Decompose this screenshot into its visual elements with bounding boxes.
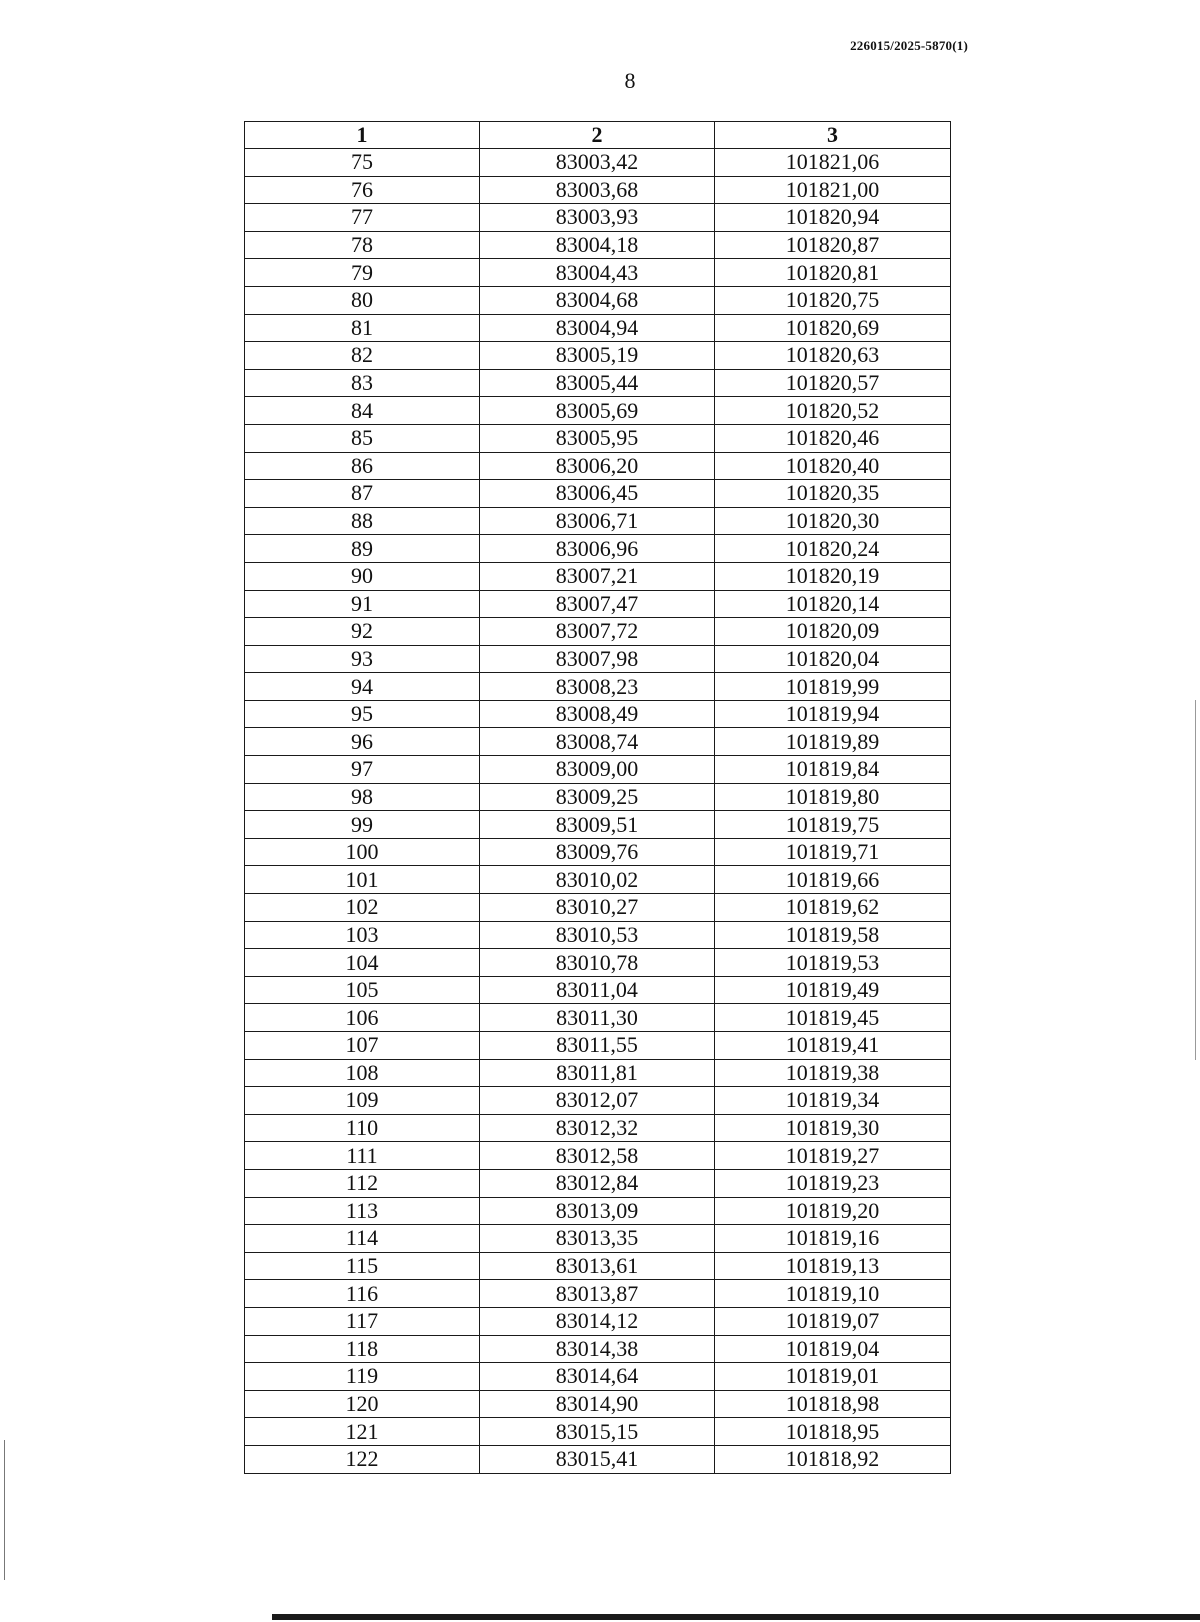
point-number-cell: 102 (245, 894, 480, 922)
x-coordinate-cell: 83006,20 (480, 452, 715, 480)
point-number-cell: 122 (245, 1445, 480, 1473)
page-number: 8 (624, 68, 636, 93)
table-row (245, 1059, 951, 1087)
x-coordinate-cell: 83003,93 (480, 204, 715, 232)
point-number-cell: 119 (245, 1363, 480, 1391)
point-number-cell: 84 (245, 397, 480, 425)
x-coordinate-cell: 83005,95 (480, 424, 715, 452)
y-coordinate-cell: 101819,30 (715, 1114, 951, 1142)
y-coordinate-cell: 101819,62 (715, 894, 951, 922)
y-coordinate-cell: 101820,46 (715, 424, 951, 452)
y-coordinate-cell: 101820,75 (715, 286, 951, 314)
y-coordinate-cell: 101819,01 (715, 1363, 951, 1391)
table-row (245, 1004, 951, 1032)
table-row (245, 149, 951, 177)
point-number-cell: 88 (245, 507, 480, 535)
point-number-cell: 96 (245, 728, 480, 756)
x-coordinate-cell: 83009,25 (480, 783, 715, 811)
x-coordinate-cell: 83013,09 (480, 1197, 715, 1225)
y-coordinate-cell: 101819,16 (715, 1225, 951, 1253)
point-number-cell: 79 (245, 259, 480, 287)
table-row (245, 535, 951, 563)
column-header-1: 1 (245, 122, 480, 149)
x-coordinate-cell: 83015,15 (480, 1418, 715, 1446)
point-number-cell: 87 (245, 480, 480, 508)
point-number-cell: 86 (245, 452, 480, 480)
document-reference-number: 226015/2025-5870(1) (850, 38, 968, 53)
x-coordinate-cell: 83004,94 (480, 314, 715, 342)
table-row (245, 838, 951, 866)
table-row (245, 866, 951, 894)
table-row (245, 1032, 951, 1060)
x-coordinate-cell: 83010,78 (480, 949, 715, 977)
point-number-cell: 112 (245, 1169, 480, 1197)
y-coordinate-cell: 101820,57 (715, 369, 951, 397)
y-coordinate-cell: 101818,95 (715, 1418, 951, 1446)
y-coordinate-cell: 101820,09 (715, 618, 951, 646)
y-coordinate-cell: 101818,98 (715, 1390, 951, 1418)
point-number-cell: 78 (245, 231, 480, 259)
x-coordinate-cell: 83004,43 (480, 259, 715, 287)
x-coordinate-cell: 83011,30 (480, 1004, 715, 1032)
point-number-cell: 116 (245, 1280, 480, 1308)
y-coordinate-cell: 101820,19 (715, 562, 951, 590)
table-row (245, 1390, 951, 1418)
point-number-cell: 104 (245, 949, 480, 977)
y-coordinate-cell: 101820,87 (715, 231, 951, 259)
table-row (245, 1418, 951, 1446)
table-row (245, 618, 951, 646)
table-row (245, 369, 951, 397)
y-coordinate-cell: 101819,75 (715, 811, 951, 839)
y-coordinate-cell: 101819,53 (715, 949, 951, 977)
table-row (245, 231, 951, 259)
table-row (245, 756, 951, 784)
point-number-cell: 80 (245, 286, 480, 314)
y-coordinate-cell: 101819,89 (715, 728, 951, 756)
point-number-cell: 82 (245, 342, 480, 370)
point-number-cell: 103 (245, 921, 480, 949)
scan-edge-mark-left (4, 1440, 5, 1580)
point-number-cell: 76 (245, 176, 480, 204)
point-number-cell: 108 (245, 1059, 480, 1087)
x-coordinate-cell: 83004,68 (480, 286, 715, 314)
x-coordinate-cell: 83011,55 (480, 1032, 715, 1060)
x-coordinate-cell: 83004,18 (480, 231, 715, 259)
table-row (245, 286, 951, 314)
y-coordinate-cell: 101820,69 (715, 314, 951, 342)
y-coordinate-cell: 101819,66 (715, 866, 951, 894)
table-row (245, 507, 951, 535)
y-coordinate-cell: 101819,04 (715, 1335, 951, 1363)
point-number-cell: 105 (245, 976, 480, 1004)
point-number-cell: 91 (245, 590, 480, 618)
table-row (245, 976, 951, 1004)
table-row (245, 314, 951, 342)
x-coordinate-cell: 83007,72 (480, 618, 715, 646)
table-row (245, 342, 951, 370)
y-coordinate-cell: 101819,58 (715, 921, 951, 949)
y-coordinate-cell: 101821,00 (715, 176, 951, 204)
y-coordinate-cell: 101820,24 (715, 535, 951, 563)
x-coordinate-cell: 83012,84 (480, 1169, 715, 1197)
y-coordinate-cell: 101819,10 (715, 1280, 951, 1308)
x-coordinate-cell: 83014,38 (480, 1335, 715, 1363)
point-number-cell: 106 (245, 1004, 480, 1032)
y-coordinate-cell: 101819,20 (715, 1197, 951, 1225)
x-coordinate-cell: 83012,07 (480, 1087, 715, 1115)
x-coordinate-cell: 83008,49 (480, 700, 715, 728)
y-coordinate-cell: 101819,38 (715, 1059, 951, 1087)
table-row (245, 894, 951, 922)
x-coordinate-cell: 83008,74 (480, 728, 715, 756)
x-coordinate-cell: 83014,12 (480, 1307, 715, 1335)
point-number-cell: 92 (245, 618, 480, 646)
y-coordinate-cell: 101819,94 (715, 700, 951, 728)
y-coordinate-cell: 101820,30 (715, 507, 951, 535)
x-coordinate-cell: 83009,00 (480, 756, 715, 784)
y-coordinate-cell: 101819,45 (715, 1004, 951, 1032)
table-row (245, 700, 951, 728)
y-coordinate-cell: 101818,92 (715, 1445, 951, 1473)
table-body (245, 149, 951, 1474)
x-coordinate-cell: 83010,27 (480, 894, 715, 922)
point-number-cell: 111 (245, 1142, 480, 1170)
point-number-cell: 99 (245, 811, 480, 839)
x-coordinate-cell: 83010,53 (480, 921, 715, 949)
y-coordinate-cell: 101819,13 (715, 1252, 951, 1280)
x-coordinate-cell: 83014,90 (480, 1390, 715, 1418)
table-row (245, 1363, 951, 1391)
point-number-cell: 113 (245, 1197, 480, 1225)
x-coordinate-cell: 83006,71 (480, 507, 715, 535)
scan-edge-mark-right (1195, 700, 1196, 1060)
point-number-cell: 77 (245, 204, 480, 232)
point-number-cell: 114 (245, 1225, 480, 1253)
x-coordinate-cell: 83013,87 (480, 1280, 715, 1308)
x-coordinate-cell: 83014,64 (480, 1363, 715, 1391)
table-row (245, 921, 951, 949)
y-coordinate-cell: 101819,99 (715, 673, 951, 701)
table-row (245, 562, 951, 590)
x-coordinate-cell: 83011,04 (480, 976, 715, 1004)
y-coordinate-cell: 101819,41 (715, 1032, 951, 1060)
x-coordinate-cell: 83006,96 (480, 535, 715, 563)
table-row (245, 424, 951, 452)
point-number-cell: 117 (245, 1307, 480, 1335)
x-coordinate-cell: 83009,76 (480, 838, 715, 866)
point-number-cell: 83 (245, 369, 480, 397)
point-number-cell: 100 (245, 838, 480, 866)
table-row (245, 949, 951, 977)
table-row (245, 480, 951, 508)
point-number-cell: 101 (245, 866, 480, 894)
y-coordinate-cell: 101819,23 (715, 1169, 951, 1197)
point-number-cell: 118 (245, 1335, 480, 1363)
point-number-cell: 75 (245, 149, 480, 177)
column-header-3: 3 (715, 122, 951, 149)
scan-bottom-rule (272, 1614, 1200, 1620)
table-row (245, 645, 951, 673)
table-row (245, 1280, 951, 1308)
y-coordinate-cell: 101820,04 (715, 645, 951, 673)
point-number-cell: 107 (245, 1032, 480, 1060)
table-row (245, 452, 951, 480)
x-coordinate-cell: 83007,47 (480, 590, 715, 618)
point-number-cell: 120 (245, 1390, 480, 1418)
table-row (245, 176, 951, 204)
table-row (245, 1335, 951, 1363)
x-coordinate-cell: 83013,35 (480, 1225, 715, 1253)
x-coordinate-cell: 83005,19 (480, 342, 715, 370)
table-row (245, 1114, 951, 1142)
point-number-cell: 85 (245, 424, 480, 452)
table-row (245, 397, 951, 425)
point-number-cell: 115 (245, 1252, 480, 1280)
y-coordinate-cell: 101819,27 (715, 1142, 951, 1170)
table-row (245, 1142, 951, 1170)
point-number-cell: 98 (245, 783, 480, 811)
x-coordinate-cell: 83012,32 (480, 1114, 715, 1142)
table-row (245, 1445, 951, 1473)
x-coordinate-cell: 83007,21 (480, 562, 715, 590)
y-coordinate-cell: 101820,63 (715, 342, 951, 370)
point-number-cell: 94 (245, 673, 480, 701)
y-coordinate-cell: 101819,34 (715, 1087, 951, 1115)
y-coordinate-cell: 101820,35 (715, 480, 951, 508)
table-row (245, 1197, 951, 1225)
y-coordinate-cell: 101820,14 (715, 590, 951, 618)
y-coordinate-cell: 101819,84 (715, 756, 951, 784)
table-row (245, 783, 951, 811)
column-header-2: 2 (480, 122, 715, 149)
y-coordinate-cell: 101820,81 (715, 259, 951, 287)
coordinates-table (244, 121, 951, 1474)
table-row (245, 1307, 951, 1335)
table-row (245, 1225, 951, 1253)
x-coordinate-cell: 83015,41 (480, 1445, 715, 1473)
y-coordinate-cell: 101819,49 (715, 976, 951, 1004)
x-coordinate-cell: 83005,69 (480, 397, 715, 425)
y-coordinate-cell: 101820,40 (715, 452, 951, 480)
x-coordinate-cell: 83011,81 (480, 1059, 715, 1087)
y-coordinate-cell: 101819,71 (715, 838, 951, 866)
point-number-cell: 93 (245, 645, 480, 673)
y-coordinate-cell: 101819,80 (715, 783, 951, 811)
point-number-cell: 121 (245, 1418, 480, 1446)
x-coordinate-cell: 83003,42 (480, 149, 715, 177)
table-row (245, 728, 951, 756)
y-coordinate-cell: 101819,07 (715, 1307, 951, 1335)
y-coordinate-cell: 101821,06 (715, 149, 951, 177)
point-number-cell: 81 (245, 314, 480, 342)
x-coordinate-cell: 83006,45 (480, 480, 715, 508)
table-row (245, 204, 951, 232)
y-coordinate-cell: 101820,52 (715, 397, 951, 425)
table-row (245, 259, 951, 287)
x-coordinate-cell: 83013,61 (480, 1252, 715, 1280)
table-row (245, 1252, 951, 1280)
table-row (245, 1087, 951, 1115)
point-number-cell: 97 (245, 756, 480, 784)
x-coordinate-cell: 83012,58 (480, 1142, 715, 1170)
table-row (245, 1169, 951, 1197)
table-row (245, 673, 951, 701)
x-coordinate-cell: 83007,98 (480, 645, 715, 673)
point-number-cell: 89 (245, 535, 480, 563)
x-coordinate-cell: 83009,51 (480, 811, 715, 839)
point-number-cell: 95 (245, 700, 480, 728)
table-header-row (245, 122, 951, 149)
y-coordinate-cell: 101820,94 (715, 204, 951, 232)
point-number-cell: 109 (245, 1087, 480, 1115)
point-number-cell: 110 (245, 1114, 480, 1142)
x-coordinate-cell: 83005,44 (480, 369, 715, 397)
point-number-cell: 90 (245, 562, 480, 590)
x-coordinate-cell: 83003,68 (480, 176, 715, 204)
x-coordinate-cell: 83008,23 (480, 673, 715, 701)
table-row (245, 811, 951, 839)
x-coordinate-cell: 83010,02 (480, 866, 715, 894)
table-row (245, 590, 951, 618)
